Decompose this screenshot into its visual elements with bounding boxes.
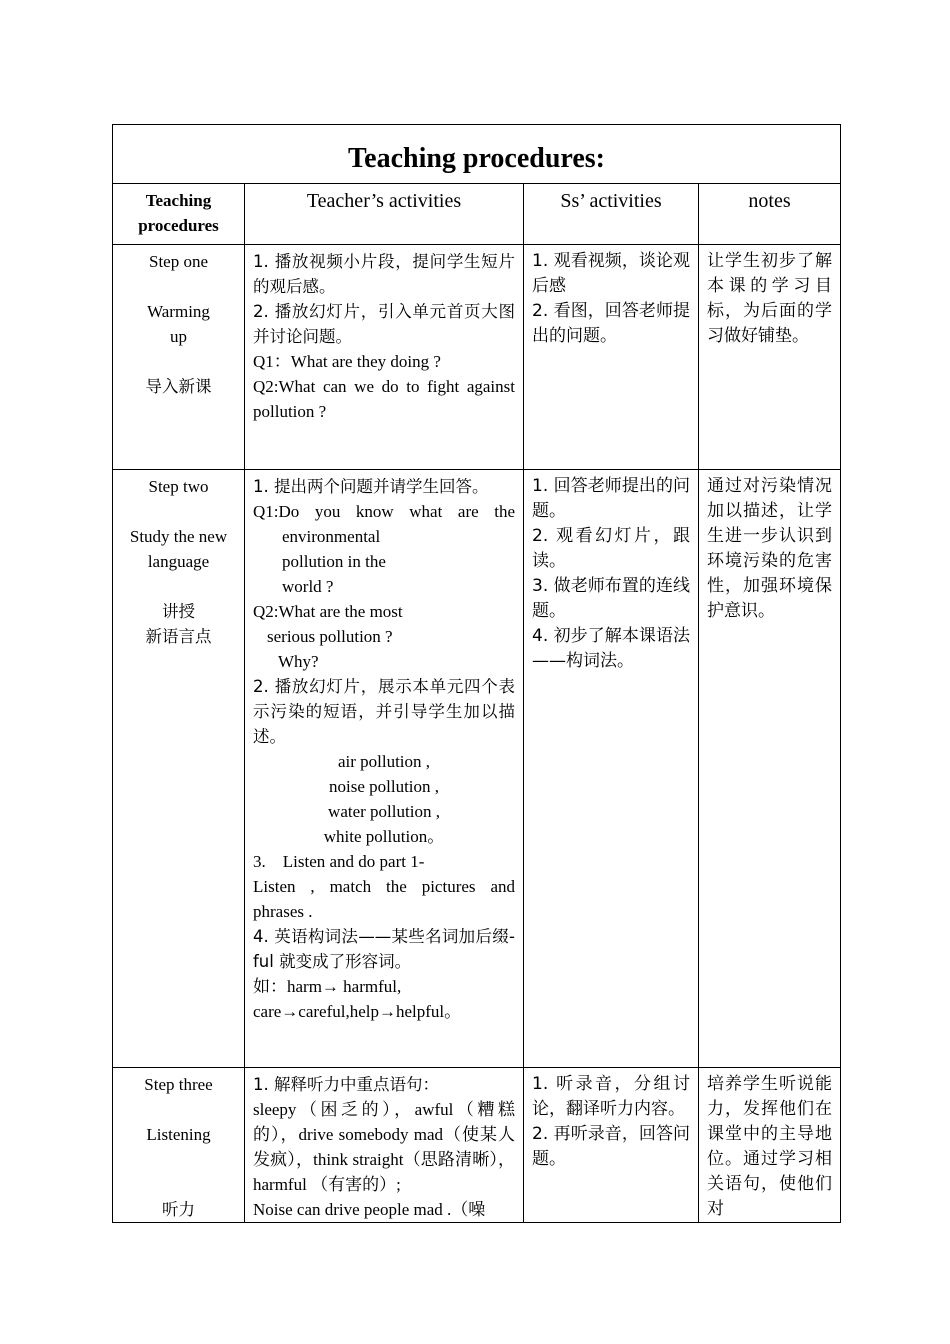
teacher-activities-cell xyxy=(245,245,524,470)
step-name: Step three xyxy=(144,1075,213,1094)
teacher-line: Q1:Do you know what are the xyxy=(253,502,515,521)
step-phase: language xyxy=(147,552,210,571)
phrase-line: white pollution。 xyxy=(323,827,445,846)
teacher-activities-cell xyxy=(245,470,524,1068)
notes-cell: 让学生初步了解本课的学习目标，为后面的学习做好铺垫。 xyxy=(699,245,841,470)
teacher-line: 2. 播放幻灯片，引入单元首页大图并讨论问题。 xyxy=(253,302,515,346)
step-name: Step one xyxy=(148,252,209,271)
header-teacher-activities: Teacher’s activities xyxy=(245,184,524,245)
phrase-line: air pollution , xyxy=(337,752,431,771)
step-phase: Warming xyxy=(147,302,210,321)
teacher-line: 4. 英语构词法——某些名词加后缀-ful 就变成了形容词。 xyxy=(253,927,515,971)
teacher-line: Why? xyxy=(278,652,319,671)
ss-activities-cell xyxy=(524,1068,699,1223)
teacher-activities-cell xyxy=(245,1068,524,1223)
notes-cell: 通过对污染情况加以描述，让学生进一步认识到环境污染的危害性，加强环境保护意识。 xyxy=(699,470,841,1068)
teacher-line: 3. Listen and do part 1- xyxy=(253,852,425,871)
teaching-procedures-table xyxy=(112,124,841,1223)
student-line: 2. 再听录音，回答问题。 xyxy=(532,1124,690,1169)
teacher-line: Q1：What are they doing ? xyxy=(253,352,441,371)
step-cn-label: 听力 xyxy=(162,1200,195,1219)
teacher-line: sleepy（困乏的），awful（糟糕的），drive somebody mad（使某人发疯），think straight（思路清晰），harmful （有害的）; xyxy=(253,1100,515,1194)
header-col1-line2: procedures xyxy=(138,216,219,235)
teacher-line: 如：harm→ harmful, xyxy=(253,977,402,996)
student-line: 1. 观看视频，谈论观后感 xyxy=(532,251,690,296)
step-one-cell xyxy=(113,245,245,470)
ss-activities-cell xyxy=(524,470,699,1068)
step-name: Step two xyxy=(148,477,209,496)
student-line: 2. 观看幻灯片，跟读。 xyxy=(532,526,690,571)
teacher-line: Listen , match the pictures and phrases . xyxy=(253,877,515,921)
phrase-line: water pollution , xyxy=(328,802,440,821)
table-title: Teaching procedures: xyxy=(113,125,841,184)
header-teaching-procedures xyxy=(113,184,245,245)
table-row xyxy=(113,245,841,470)
table-row xyxy=(113,470,841,1068)
teacher-line: 1. 播放视频小片段，提问学生短片的观后感。 xyxy=(253,252,515,296)
header-ss-activities: Ss’ activities xyxy=(524,184,699,245)
teacher-line: Q2:What can we do to fight against pollution ? xyxy=(253,377,515,421)
phrase-line: noise pollution , xyxy=(328,777,440,796)
teacher-line: care→careful,help→helpful。 xyxy=(253,1002,462,1021)
student-line: 3. 做老师布置的连线题。 xyxy=(532,576,690,621)
ss-activities-cell xyxy=(524,245,699,470)
title-row xyxy=(113,125,841,184)
step-phase: up xyxy=(170,327,187,346)
teacher-line: world ? xyxy=(282,577,334,596)
teacher-line: 1. 解释听力中重点语句： xyxy=(253,1075,439,1094)
teacher-line: 1. 提出两个问题并请学生回答。 xyxy=(253,477,489,496)
teacher-line: Noise can drive people mad .（噪 xyxy=(253,1200,486,1219)
header-notes: notes xyxy=(699,184,841,245)
step-cn-label: 讲授 xyxy=(162,602,195,621)
teacher-line: pollution in the xyxy=(282,552,386,571)
teacher-line: environmental xyxy=(282,527,381,546)
step-phase: Study the new xyxy=(129,527,228,546)
table-row xyxy=(113,1068,841,1223)
step-cn-label: 新语言点 xyxy=(145,627,212,646)
student-line: 2. 看图，回答老师提出的问题。 xyxy=(532,301,690,346)
step-three-cell xyxy=(113,1068,245,1223)
student-line: 4. 初步了解本课语法——构词法。 xyxy=(532,626,690,671)
step-phase: Listening xyxy=(146,1125,211,1144)
student-line: 1. 回答老师提出的问题。 xyxy=(532,476,690,521)
teacher-line: serious pollution ? xyxy=(267,627,393,646)
teacher-line: Q2:What are the most xyxy=(253,602,403,621)
step-cn-label: 导入新课 xyxy=(145,377,212,396)
header-row xyxy=(113,184,841,245)
teacher-line: 2. 播放幻灯片，展示本单元四个表示污染的短语，并引导学生加以描述。 xyxy=(253,677,515,746)
step-two-cell xyxy=(113,470,245,1068)
student-line: 1. 听录音，分组讨论，翻译听力内容。 xyxy=(532,1074,690,1119)
notes-cell: 培养学生听说能力，发挥他们在课堂中的主导地位。通过学习相关语句，使他们对 xyxy=(699,1068,841,1223)
header-col1-line1: Teaching xyxy=(145,191,212,210)
